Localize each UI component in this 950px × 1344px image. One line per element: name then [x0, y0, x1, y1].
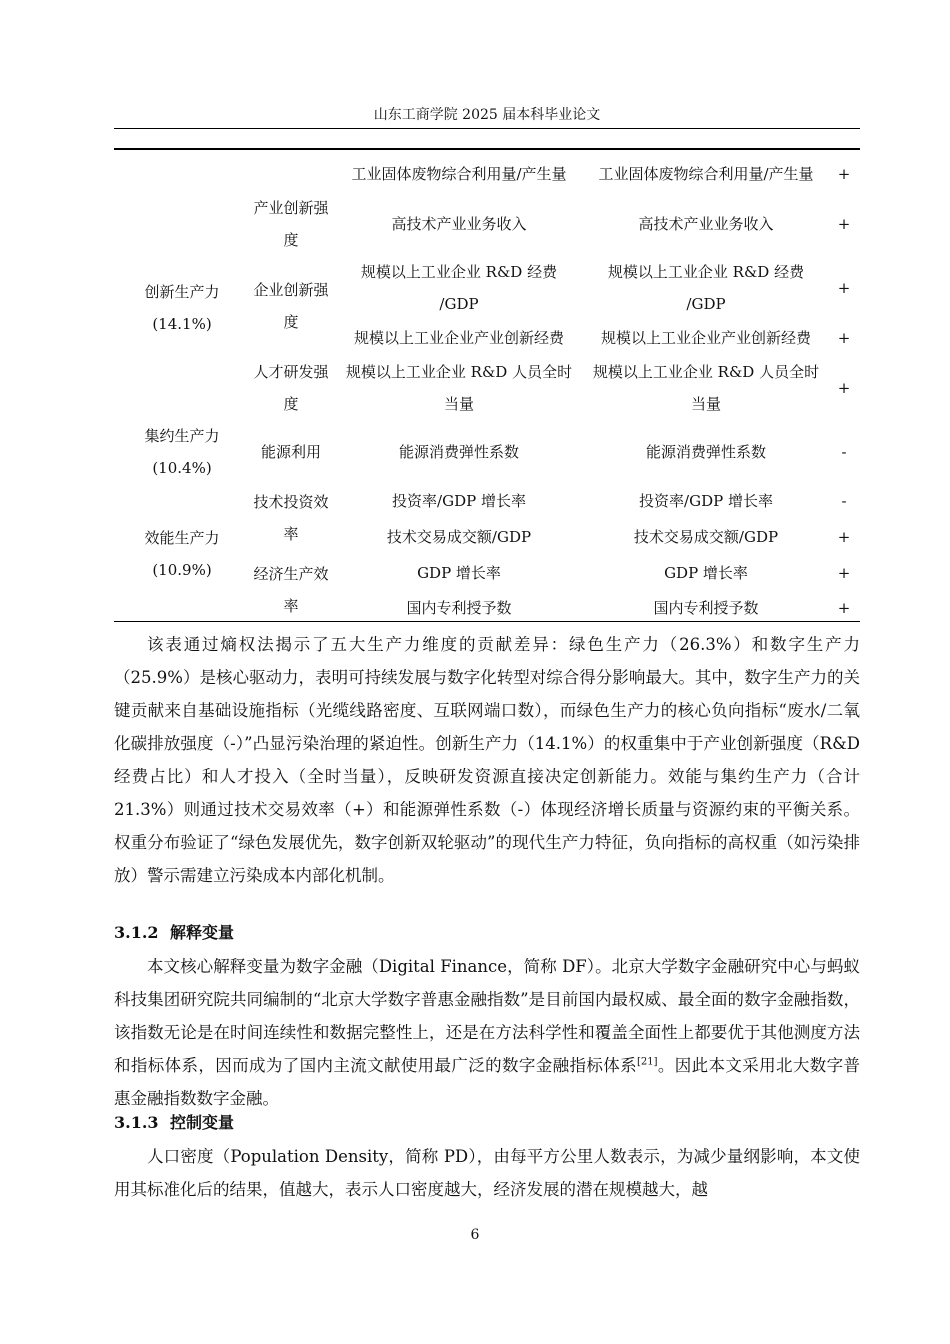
indicator-measure: 能源消费弹性系数 — [645, 443, 766, 461]
sub-tech-line1: 技术投资效 — [253, 493, 329, 511]
page-header: 山东工商学院 2025 届本科毕业论文 — [373, 107, 601, 123]
paragraph-control-variable — [114, 1140, 860, 1206]
sub-talent-line1: 人才研发强 — [253, 363, 329, 381]
indicator-name: GDP 增长率 — [417, 564, 501, 582]
indicator-name-line1: 规模以上工业企业 R&D 人员全时 — [345, 363, 573, 381]
indicator-direction: + — [837, 599, 851, 617]
group-innovation-name: 创新生产力 — [144, 283, 220, 301]
indicator-name — [336, 356, 582, 420]
paragraph-text: 人口密度（Population Density，简称 PD），由每平方公里人数表示，为减少量纲影响，本文使用其标准化后的结果，值越大，表示人口密度越大，经济发展的潜在规模越大，越 — [114, 1147, 860, 1199]
sub-talent-line2: 度 — [283, 395, 299, 413]
indicator-direction: + — [837, 528, 851, 546]
indicator-name: 工业固体废物综合利用量/产生量 — [351, 165, 567, 183]
indicator-direction: + — [837, 329, 851, 347]
sub-industry — [244, 192, 338, 256]
indicator-measure: 技术交易成交额/GDP — [633, 528, 779, 546]
indicator-direction: + — [837, 564, 851, 582]
indicator-measure: 工业固体废物综合利用量/产生量 — [598, 165, 814, 183]
paragraph-text: 该表通过熵权法揭示了五大生产力维度的贡献差异：绿色生产力（26.3%）和数字生产力（25.9%）是核心驱动力，表明可持续发展与数字化转型对综合得分影响最大。其中，数字生产力的关键贡献来自基础设施指标（光缆线路密度、互联网端口数），而绿色生产力的核心负向指标“废水/二氧化碳排放强度（-）”凸显污染治理的紧迫性。创新生产力（14.1%）的权重集中于产业创新强度（R&D 经费占比）和人才投入（全时当量），反映研发资源直接决定创新能力。效能与集约生产力（合计 21.3%）则通过技术交易效率（+）和能源弹性系数（-）体现经济增长质量与资源约束的平衡关系。权重分布验证了“绿色发展优先，数字创新双轮驱动”的现代生产力特征，负向指标的高权重（如污染排放）警示需建立污染成本内部化机制。 — [114, 635, 860, 885]
indicator-measure: GDP 增长率 — [664, 564, 748, 582]
indicator-direction: - — [841, 492, 847, 510]
indicator-measure-line1: 规模以上工业企业 R&D 经费 — [607, 263, 805, 281]
indicator-measure-line1: 规模以上工业企业 R&D 人员全时 — [592, 363, 820, 381]
indicator-direction: + — [837, 279, 851, 297]
indicator-name: 高技术产业业务收入 — [391, 215, 527, 233]
indicator-name: 规模以上工业企业产业创新经费 — [353, 329, 564, 347]
sub-talent — [244, 356, 338, 420]
group-intensive — [120, 420, 244, 484]
sub-tech-line2: 率 — [283, 525, 299, 543]
indicator-name: 国内专利授予数 — [406, 599, 512, 617]
sub-industry-line1: 产业创新强 — [253, 199, 329, 217]
sub-econ-line1: 经济生产效 — [253, 565, 329, 583]
indicator-name-line2: 当量 — [443, 395, 474, 413]
paragraph-explanatory-variable — [114, 950, 860, 1115]
sub-econ — [244, 558, 338, 622]
section-heading-3-1-2 — [114, 921, 234, 945]
indicator-direction: + — [837, 165, 851, 183]
header-rule — [114, 128, 860, 129]
group-efficiency — [120, 522, 244, 586]
indicator-measure: 投资率/GDP 增长率 — [639, 492, 773, 510]
indicator-name: 能源消费弹性系数 — [398, 443, 519, 461]
indicator-measure: 国内专利授予数 — [653, 599, 759, 617]
sub-industry-line2: 度 — [283, 231, 299, 249]
indicator-measure: 高技术产业业务收入 — [638, 215, 774, 233]
indicator-measure — [582, 256, 830, 320]
group-efficiency-weight: (10.9%) — [152, 561, 212, 579]
group-intensive-name: 集约生产力 — [144, 427, 220, 445]
indicator-measure — [582, 356, 830, 420]
sub-energy: 能源利用 — [260, 443, 321, 461]
indicator-name: 投资率/GDP 增长率 — [392, 492, 526, 510]
group-efficiency-name: 效能生产力 — [144, 529, 220, 547]
indicator-measure-line2: 当量 — [690, 395, 721, 413]
sub-enterprise-line2: 度 — [283, 313, 299, 331]
indicator-name-line2: /GDP — [439, 295, 479, 313]
sub-enterprise-line1: 企业创新强 — [253, 281, 329, 299]
section-number: 3.1.3 — [114, 1113, 159, 1132]
paragraph-table-analysis — [114, 628, 860, 892]
sub-enterprise — [244, 274, 338, 338]
indicator-measure-line2: /GDP — [686, 295, 726, 313]
group-intensive-weight: (10.4%) — [152, 459, 212, 477]
section-number: 3.1.2 — [114, 923, 159, 942]
table-top-rule — [114, 148, 860, 150]
indicator-name — [336, 256, 582, 320]
paragraph-tail: 。因此本文采用北大数字普惠金融指数数字金融。 — [114, 1056, 861, 1108]
indicator-direction: + — [837, 379, 851, 397]
sub-tech — [244, 486, 338, 550]
section-title: 解释变量 — [170, 923, 235, 942]
indicator-direction: + — [837, 215, 851, 233]
indicator-measure: 规模以上工业企业产业创新经费 — [600, 329, 811, 347]
group-innovation — [120, 276, 244, 340]
section-title: 控制变量 — [170, 1113, 235, 1132]
section-heading-3-1-3 — [114, 1111, 234, 1135]
citation-ref: [21] — [637, 1056, 658, 1068]
paragraph-text — [114, 950, 860, 1115]
group-innovation-weight: (14.1%) — [152, 315, 212, 333]
indicator-name: 技术交易成交额/GDP — [386, 528, 532, 546]
sub-econ-line2: 率 — [283, 597, 299, 615]
indicator-direction: - — [841, 443, 847, 461]
page-number: 6 — [470, 1227, 480, 1243]
paragraph-body: 本文核心解释变量为数字金融（Digital Finance，简称 DF）。北京大学数字金融研究中心与蚂蚁科技集团研究院共同编制的“北京大学数字普惠金融指数”是目前国内最权威、最全面的数字金融指数，该指数无论是在时间连续性和数据完整性上，还是在方法科学性和覆盖全面性上都要优于其他测度方法和指标体系，因而成为了国内主流文献使用最广泛的数字金融指标体系 — [114, 957, 860, 1075]
indicator-name-line1: 规模以上工业企业 R&D 经费 — [360, 263, 558, 281]
table-bottom-rule — [114, 621, 860, 622]
